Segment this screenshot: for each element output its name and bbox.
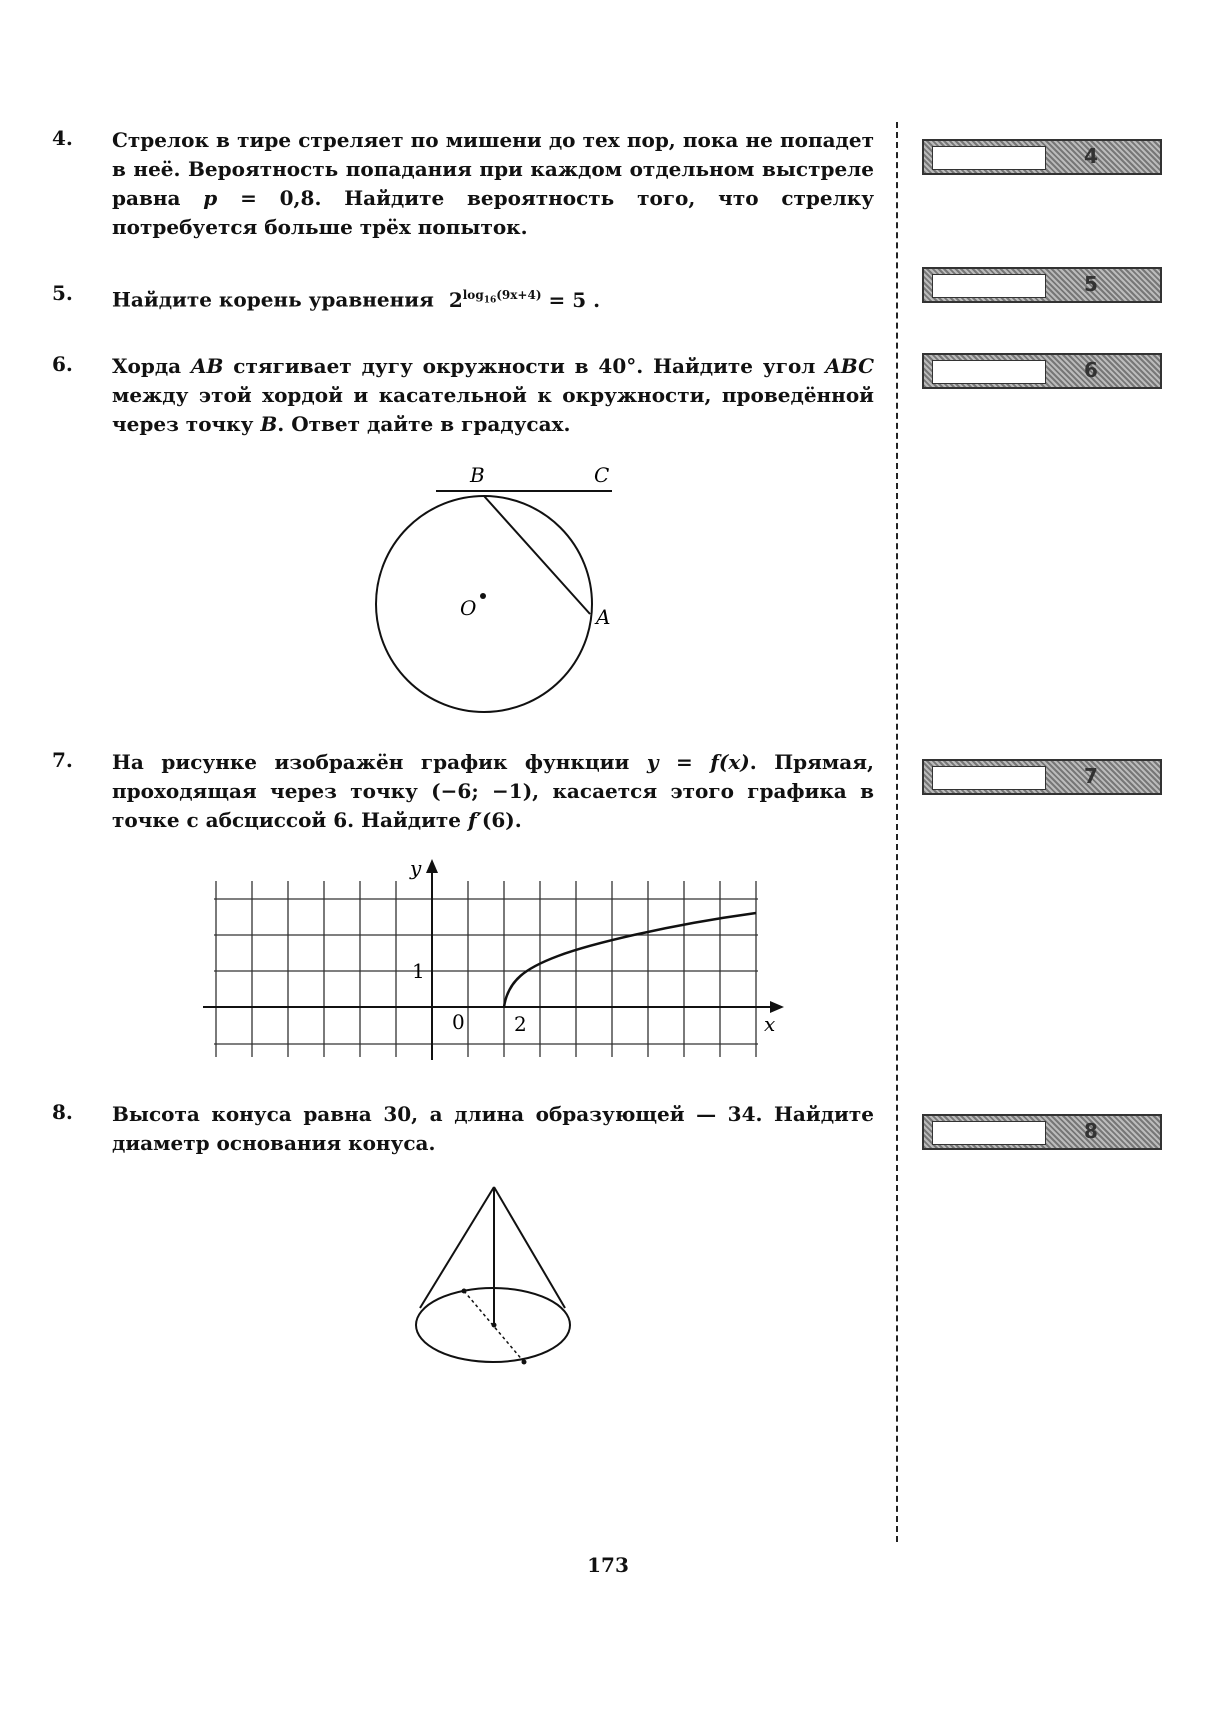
problem-number: 7. (52, 748, 73, 772)
answer-input[interactable] (932, 1121, 1046, 1145)
answer-input[interactable] (932, 360, 1046, 384)
label-c: C (594, 463, 610, 487)
problem-text: Хорда AB стягивает дугу окружности в 40°. Найдите угол ABC между этой хордой и касательной к окружности, проведённой через точку B. Ответ дайте в градусах. (112, 354, 874, 436)
problem-text: На рисунке изображён график функции y = f(x). Прямая, проходящая через точку (−6; −1), касается этого графика в точке с абсциссой 6. Найдите f′(6). (112, 750, 874, 832)
answer-box-4[interactable] (922, 139, 1162, 175)
answer-box-number: 5 (1084, 272, 1098, 296)
answer-box-8[interactable] (922, 1114, 1162, 1150)
answer-box-6[interactable] (922, 353, 1162, 389)
problem-number: 4. (52, 126, 73, 150)
grid (214, 881, 758, 1057)
answer-box-number: 8 (1084, 1119, 1098, 1143)
axis-label-y: y (410, 856, 422, 880)
y-axis-arrow (426, 859, 438, 873)
label-o: O (460, 596, 477, 620)
problem-text: Найдите корень уравнения $2^{log_{16}(9x+4)} = 5$ . (112, 287, 601, 312)
page-number: 173 (587, 1553, 629, 1577)
answer-input[interactable] (932, 766, 1046, 790)
axis-label-x: x (764, 1012, 776, 1036)
label-a: A (596, 605, 611, 629)
equation: $2^{log_{16}(9x+4)} = 5$ . (448, 287, 601, 312)
function-graph (198, 855, 798, 1070)
center-point (480, 593, 486, 599)
function-curve (504, 913, 756, 1007)
answer-input[interactable] (932, 146, 1046, 170)
problem-number: 5. (52, 281, 73, 305)
answer-box-number: 4 (1084, 144, 1098, 168)
answer-box-number: 6 (1084, 358, 1098, 382)
circle-figure (360, 460, 630, 720)
cone-diameter-point (522, 1360, 527, 1365)
problem-number: 8. (52, 1100, 73, 1124)
tick-label-2: 2 (514, 1012, 527, 1036)
circle (376, 496, 592, 712)
margin-divider (896, 122, 898, 1542)
problem-text: Высота конуса равна 30, а длина образующей — 34. Найдите диаметр основания конуса. (112, 1102, 874, 1155)
tick-label-1: 1 (412, 959, 425, 983)
problem-number: 6. (52, 352, 73, 376)
cone-slant-left (420, 1187, 494, 1308)
cone-figure (400, 1175, 590, 1375)
tick-label-0: 0 (452, 1010, 465, 1034)
answer-input[interactable] (932, 274, 1046, 298)
chord-ab (484, 496, 590, 614)
cone-diameter-point (462, 1289, 467, 1294)
answer-box-5[interactable] (922, 267, 1162, 303)
cone-center-point (492, 1323, 497, 1328)
label-b: B (470, 463, 485, 487)
problem-text: Стрелок в тире стреляет по мишени до тех пор, пока не попадет в неё. Вероятность попадания при каждом отдельном выстреле равна p = 0,8. Найдите вероятность того, что стрелку потребуется больше трёх попыток. (112, 128, 874, 239)
answer-box-7[interactable] (922, 759, 1162, 795)
answer-box-number: 7 (1084, 764, 1098, 788)
cone-slant-right (494, 1187, 565, 1308)
